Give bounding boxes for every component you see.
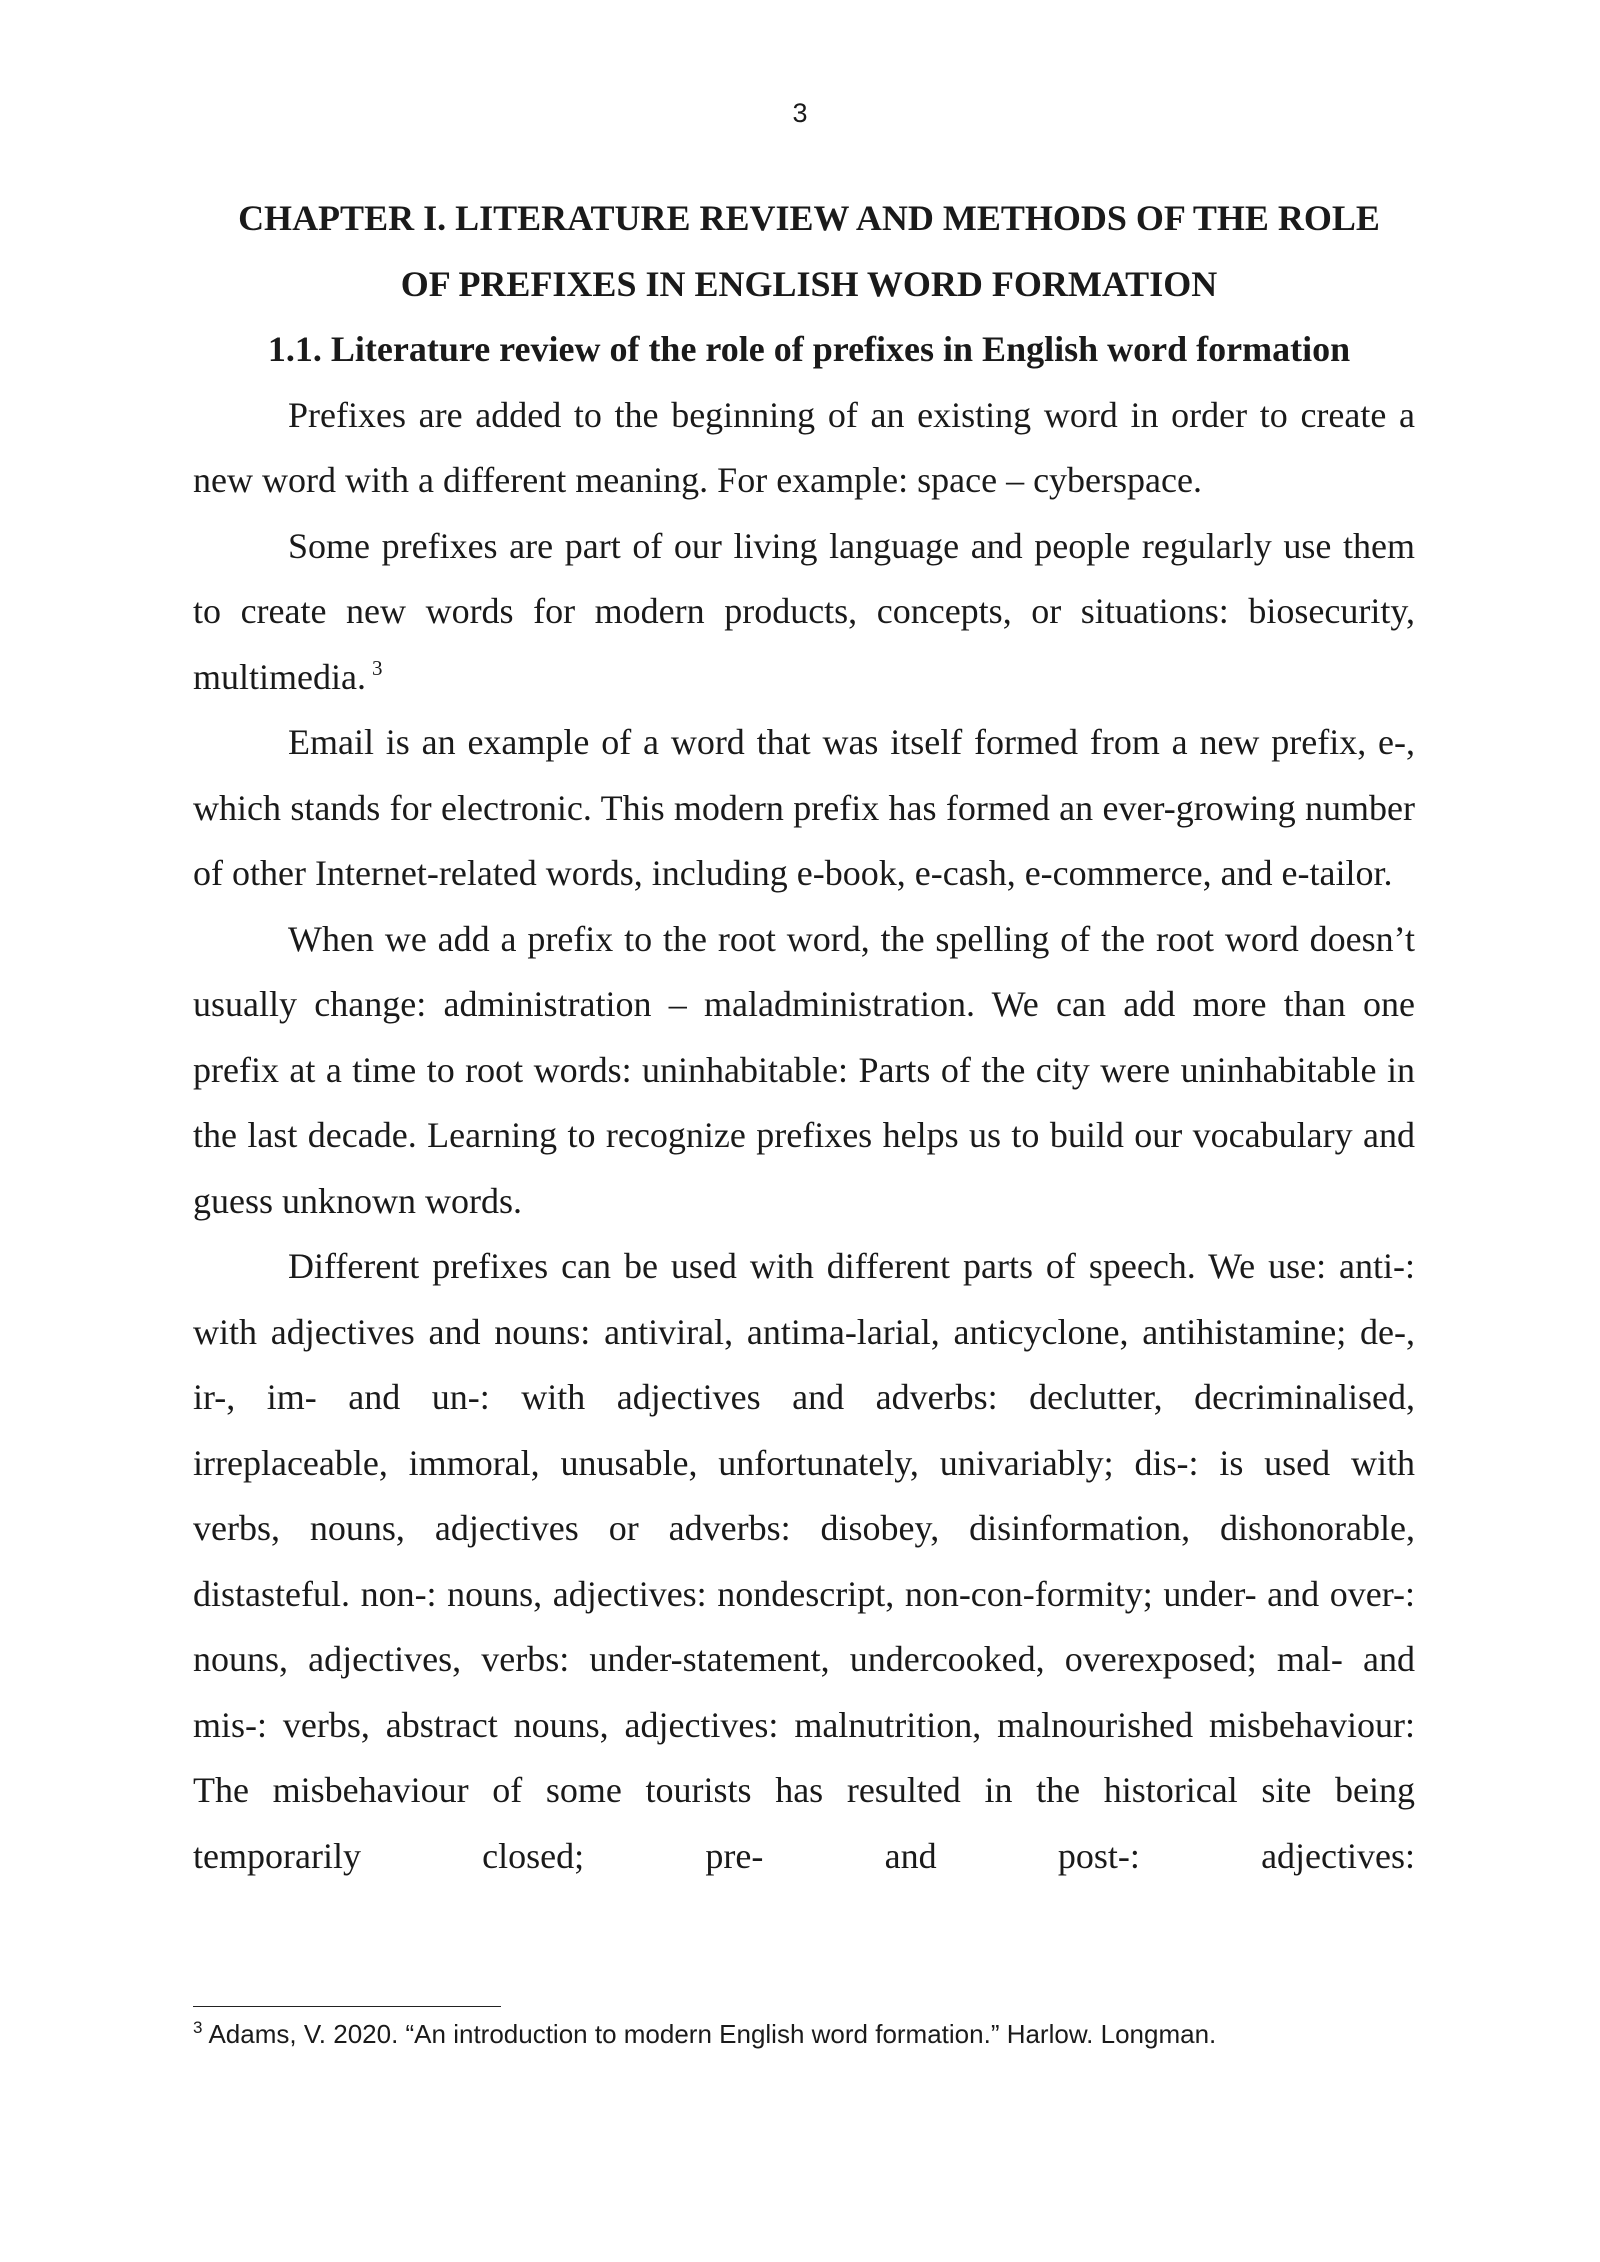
- paragraph-2-text: Some prefixes are part of our living language and people regularly use them to create new words for modern products, concepts, or situations: biosecurity, multimedia.: [193, 525, 1415, 697]
- document-body: [193, 186, 1415, 1889]
- chapter-title: [193, 186, 1415, 317]
- chapter-title-line-1: CHAPTER I. LITERATURE REVIEW AND METHODS OF THE ROLE: [238, 198, 1380, 238]
- paragraph-4: When we add a prefix to the root word, the spelling of the root word doesn’t usually change: administration – maladministration. We can add more than one prefix at a time to root words: uninhabitable: Parts of the city were uninhabitable in the last decade. Learning to recognize prefixes helps us to build our vocabulary and guess unknown words.: [193, 918, 1415, 1221]
- paragraph-5: Different prefixes can be used with different parts of speech. We use: anti-: with adjectives and nouns: antiviral, antima-larial, anticyclone, antihistamine; de-, ir-, im- and un-: with adjectives and adverbs: declutter, decriminalised, irreplaceable, immoral, unusable, unfortunately, univariably; dis-: is used with verbs, nouns, adjectives or adverbs: disobey, disinformation, dishonorable, distasteful. non-: nouns, adjectives: nondescript, non-con-formity; under- and over-: nouns, adjectives, verbs: under-statement, undercooked, overexposed; mal- and mis-: verbs, abstract nouns, adjectives: malnutrition, malnourished misbehaviour: The misbehaviour of some tourists has resulted in the historical site being temporarily closed; pre- and post-: adjectives:: [193, 1246, 1415, 1876]
- chapter-title-line-2: OF PREFIXES IN ENGLISH WORD FORMATION: [400, 263, 1218, 304]
- footnote: [193, 2016, 1415, 2052]
- footnote-reference[interactable]: 3: [371, 655, 383, 680]
- footnote-marker: 3: [193, 2018, 203, 2037]
- footnote-text: Adams, V. 2020. “An introduction to modern English word formation.” Harlow. Longman.: [208, 2019, 1217, 2049]
- page-number: 3: [792, 98, 808, 128]
- paragraph-3: Email is an example of a word that was itself formed from a new prefix, e-, which stands for electronic. This modern prefix has formed an ever-growing number of other Internet-related words, including e-book, e-cash, e-commerce, and e-tailor.: [193, 722, 1415, 893]
- footnote-separator: [193, 2006, 501, 2007]
- paragraph-1: Prefixes are added to the beginning of an existing word in order to create a new word with a different meaning. For example: space – cyberspace.: [193, 394, 1415, 500]
- paragraph-2: [193, 514, 1415, 711]
- section-title: 1.1. Literature review of the role of prefixes in English word formation: [267, 329, 1351, 369]
